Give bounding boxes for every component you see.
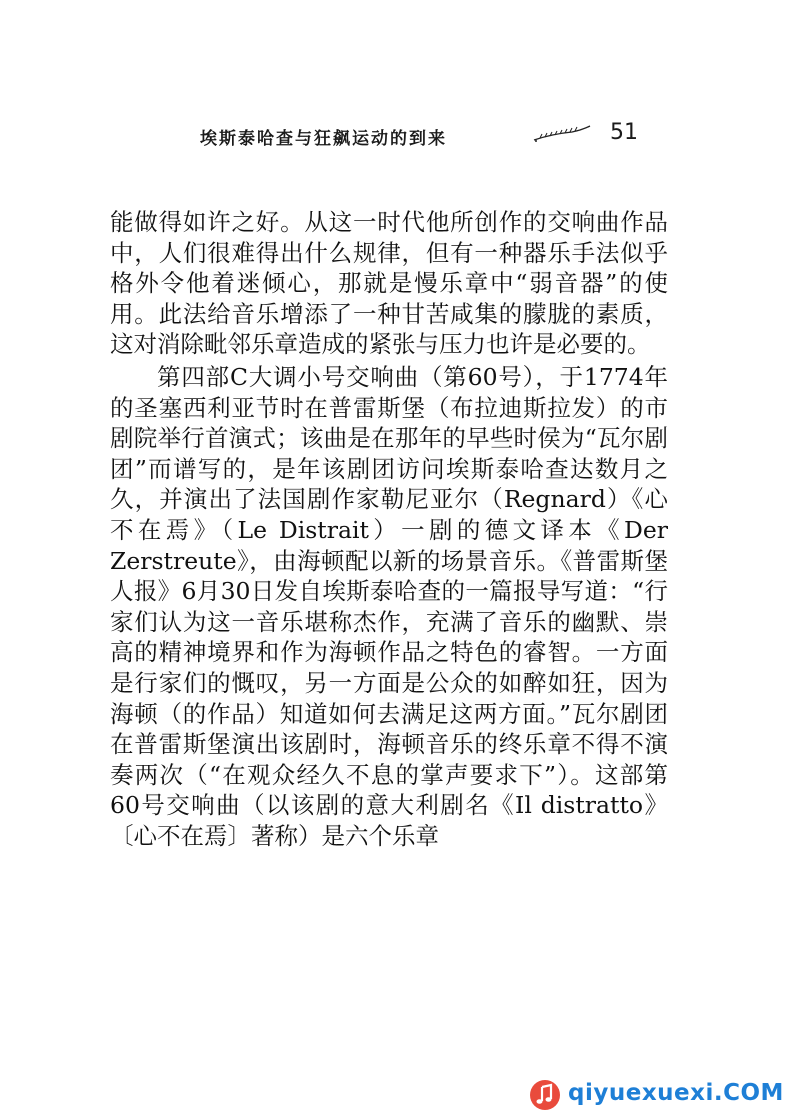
watermark-text: qiyuexuexi.COM [568,1080,784,1106]
body-text [110,207,668,851]
site-watermark [528,1076,790,1116]
paragraph: 第四部C大调小号交响曲（第60号），于1774年的圣塞西利亚节时在普雷斯堡（布拉迪斯拉发）的市剧院举行首演式；该曲是在那年的早些时侯为“瓦尔剧团”而谱写的，是年该剧团访问埃斯泰哈查达数月之久，并演出了法国剧作家勒尼亚尔（Regnard）《心不在焉》（Le Distrait）一剧的德文译本《Der Zerstreute》，由海顿配以新的场景音乐。《普雷斯堡人报》6月30日发自埃斯泰哈查的一篇报导写道：“行家们认为这一音乐堪称杰作，充满了音乐的幽默、崇高的精神境界和作为海顿作品之特色的睿智。一方面是行家们的慨叹，另一方面是公众的如醉如狂，因为海顿（的作品）知道如何去满足这两方面。”瓦尔剧团在普雷斯堡演出该剧时，海顿音乐的终乐章不得不演奏两次（“在观众经久不息的掌声要求下”）。这部第60号交响曲（以该剧的意大利剧名《Il distratto》〔心不在焉〕著称）是六个乐章 [110,362,668,850]
paragraph: 能做得如许之好。从这一时代他所创作的交响曲作品中，人们很难得出什么规律，但有一种器乐手法似乎格外令他着迷倾心，那就是慢乐章中“弱音器”的使用。此法给音乐增添了一种甘苦咸集的朦胧的素质，这对消除毗邻乐章造成的紧张与压力也许是必要的。 [110,208,668,359]
running-header [200,120,660,156]
music-note-icon [528,1078,562,1116]
chapter-title: 埃斯泰哈查与狂飙运动的到来 [200,129,447,149]
quill-flourish-icon [532,124,592,150]
page-number: 51 [610,120,638,145]
